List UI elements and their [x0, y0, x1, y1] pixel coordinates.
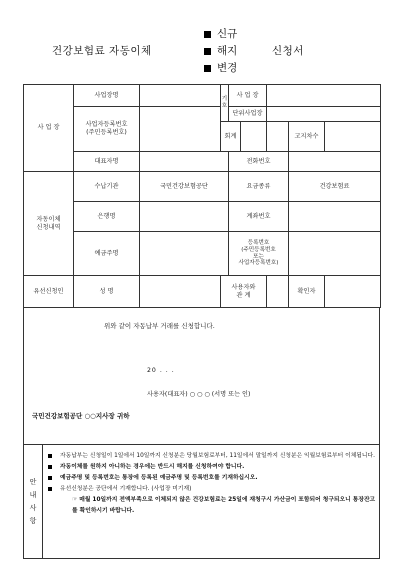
checkbox-icon[interactable] — [204, 65, 211, 72]
account-field[interactable] — [289, 202, 381, 232]
confirm-label: 확인자 — [289, 276, 325, 308]
relation-label: 사용자와 관 계 — [221, 276, 267, 308]
type-options — [204, 26, 237, 77]
bullet-icon — [48, 465, 52, 469]
date-field[interactable]: 20 . . . — [147, 367, 175, 374]
unit-business-label: 단위사업장 — [229, 107, 267, 122]
holder-field[interactable] — [140, 232, 229, 276]
institution-label: 수납기관 — [74, 172, 140, 202]
confirm-field[interactable] — [325, 276, 381, 308]
option-cancel[interactable]: 해지 — [204, 43, 237, 60]
business-code-field[interactable] — [267, 85, 381, 107]
times-label: 회계 — [221, 122, 241, 152]
institution-value: 국민건강보험공단 — [140, 172, 229, 202]
bank-label: 은행명 — [74, 202, 140, 232]
unit-business-field[interactable] — [267, 107, 381, 122]
representative-label: 대표자명 — [74, 152, 140, 172]
notice-item: 유선신청분은 공단에서 기재합니다. (사업장 미기재) — [48, 484, 376, 495]
fee-type-value: 건강보험료 — [289, 172, 381, 202]
option-change[interactable]: 변경 — [204, 60, 237, 77]
times-field-2[interactable] — [267, 122, 289, 152]
addressee: 국민건강보험공단 ○○지사장 귀하 — [32, 412, 130, 420]
account-label: 계좌번호 — [229, 202, 289, 232]
business-section-label: 사 업 장 — [24, 85, 74, 172]
signature-line[interactable]: 사용자(대표자) ○ ○ ○ (서명 또는 인) — [147, 391, 251, 398]
business-name-label: 사업장명 — [74, 85, 140, 107]
applicant-section-label: 유선신청인 — [24, 276, 74, 308]
relation-field[interactable] — [267, 276, 289, 308]
applicant-name-label: 성 명 — [74, 276, 140, 308]
bullet-icon — [48, 476, 52, 480]
notice-item: 예금주명 및 등록번호는 통장에 등록된 예금주명 및 등록번호를 기재하십시오. — [48, 473, 376, 484]
option-new[interactable]: 신규 — [204, 26, 237, 43]
representative-field[interactable] — [140, 152, 229, 172]
holder-reg-label: 등록번호 (주민등록번호 또는 사업자등록번호) — [229, 232, 289, 276]
applicant-name-field[interactable] — [140, 276, 221, 308]
business-code-label: 사 업 장 — [229, 85, 267, 107]
sym-label: 기호 — [221, 85, 229, 122]
business-reg-field[interactable] — [140, 107, 221, 152]
business-name-field[interactable] — [140, 85, 221, 107]
transfer-section-label: 자동이체 신청내역 — [24, 172, 74, 276]
notice-subnote: ☞ 매월 10일까지 전액부족으로 이체되지 않은 건강보험료는 25일에 재청구시 가산금이 포함되어 청구되오니 통장잔고를 확인하시기 바랍니다. — [72, 497, 376, 514]
bullet-icon — [48, 454, 52, 458]
holder-label: 예금주명 — [74, 232, 140, 276]
declaration-area — [23, 307, 380, 445]
fee-type-label: 요금종류 — [229, 172, 289, 202]
form-table — [23, 84, 381, 308]
notice-item: 자동납부는 신청일이 1일에서 10일까지 신청분은 당월보험료부터, 11일에서 말일까지 신청분은 익월보험료부터 이체됩니다. — [48, 451, 376, 462]
bullet-icon — [48, 487, 52, 491]
notice-list — [48, 451, 376, 517]
phone-label: 전화번호 — [229, 152, 289, 172]
form-title-suffix: 신청서 — [272, 45, 304, 57]
times-field[interactable] — [241, 122, 267, 152]
notice-item: 자동이체를 원하지 아니하는 경우에는 반드시 해지를 신청하여야 합니다. — [48, 462, 376, 473]
business-reg-label: 사업자등록번호 (주민등록번호) — [74, 107, 140, 152]
notice-box — [23, 444, 380, 559]
checkbox-icon[interactable] — [204, 31, 211, 38]
notify-field[interactable] — [325, 122, 381, 152]
form-header — [24, 26, 384, 78]
declaration-text: 위와 같이 자동납부 거래를 신청합니다. — [104, 322, 215, 330]
holder-reg-field[interactable] — [289, 232, 381, 276]
notice-heading: 안 내 사 항 — [24, 445, 43, 558]
bank-field[interactable] — [140, 202, 229, 232]
checkbox-icon[interactable] — [204, 48, 211, 55]
notify-label: 고지차수 — [289, 122, 325, 152]
phone-field[interactable] — [289, 152, 381, 172]
form-title: 건강보험료 자동이체 — [52, 45, 152, 57]
